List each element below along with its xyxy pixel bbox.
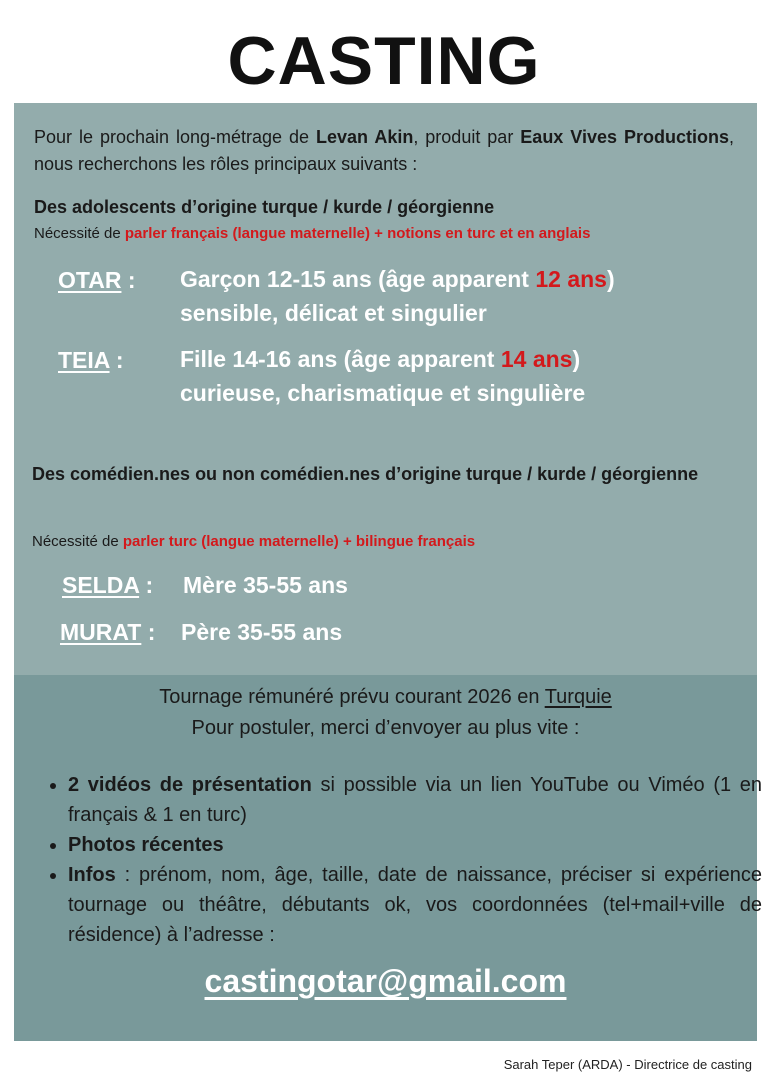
application-requirements-list	[40, 770, 762, 950]
role-desc-otar: Garçon 12-15 ans (âge apparent 12 ans) sensible, délicat et singulier	[180, 266, 615, 326]
section2-heading: Des comédien.nes ou non comédien.nes d’origine turque / kurde / géorgienne	[32, 464, 699, 484]
role-name-murat: MURAT :	[60, 619, 156, 645]
apply-instruction: Pour postuler, merci d’envoyer au plus vite :	[191, 717, 580, 739]
list-item-videos: • 2 vidéos de présentation si possible via un lien YouTube ou Viméo (1 en français & 1 en turc)	[68, 770, 762, 830]
role-name-selda: SELDA :	[62, 572, 154, 598]
director-name: Levan Akin	[316, 127, 414, 147]
casting-director-credit: Sarah Teper (ARDA) - Directrice de casting	[503, 1057, 752, 1072]
role-desc-selda: Mère 35-55 ans	[183, 572, 348, 598]
list-item-photos: • Photos récentes	[68, 830, 762, 860]
section2-requirement-highlight: parler turc (langue maternelle) + bilingue français	[122, 533, 476, 550]
list-item-infos: • Infos : prénom, nom, âge, taille, date de naissance, préciser si expérience tournage ou théâtre, débutants ok, vos coordonnées (tel+mail+ville de résidence) à l’adresse :	[68, 860, 762, 950]
section1-heading: Des adolescents d’origine turque / kurde / géorgienne	[34, 197, 495, 217]
section2-requirement: Nécessité de parler turc (langue maternelle) + bilingue français	[32, 533, 476, 550]
role-name-teia: TEIA :	[58, 347, 124, 373]
page-title: CASTING	[227, 23, 541, 99]
otar-apparent-age: 12 ans	[535, 266, 607, 292]
shooting-location: Turquie	[544, 686, 612, 708]
shooting-info: Tournage rémunéré prévu courant 2026 en Turquie	[159, 686, 612, 708]
contact-email-link[interactable]: castingotar@gmail.com	[204, 963, 567, 999]
section1-requirement: Nécessité de parler français (langue maternelle) + notions en turc et en anglais	[34, 225, 591, 242]
role-name-otar: OTAR :	[58, 267, 136, 293]
producer-name: Eaux Vives Productions	[520, 127, 729, 147]
section1-requirement-highlight: parler français (langue maternelle) + notions en turc et en anglais	[124, 225, 591, 242]
teia-apparent-age: 14 ans	[500, 346, 573, 372]
intro-paragraph: Pour le prochain long-métrage de Levan Akin, produit par Eaux Vives Productions, nous recherchons les rôles principaux suivants :	[34, 127, 734, 174]
role-desc-teia: Fille 14-16 ans (âge apparent 14 ans) curieuse, charismatique et singulière	[180, 346, 586, 406]
role-desc-murat: Père 35-55 ans	[181, 619, 343, 645]
